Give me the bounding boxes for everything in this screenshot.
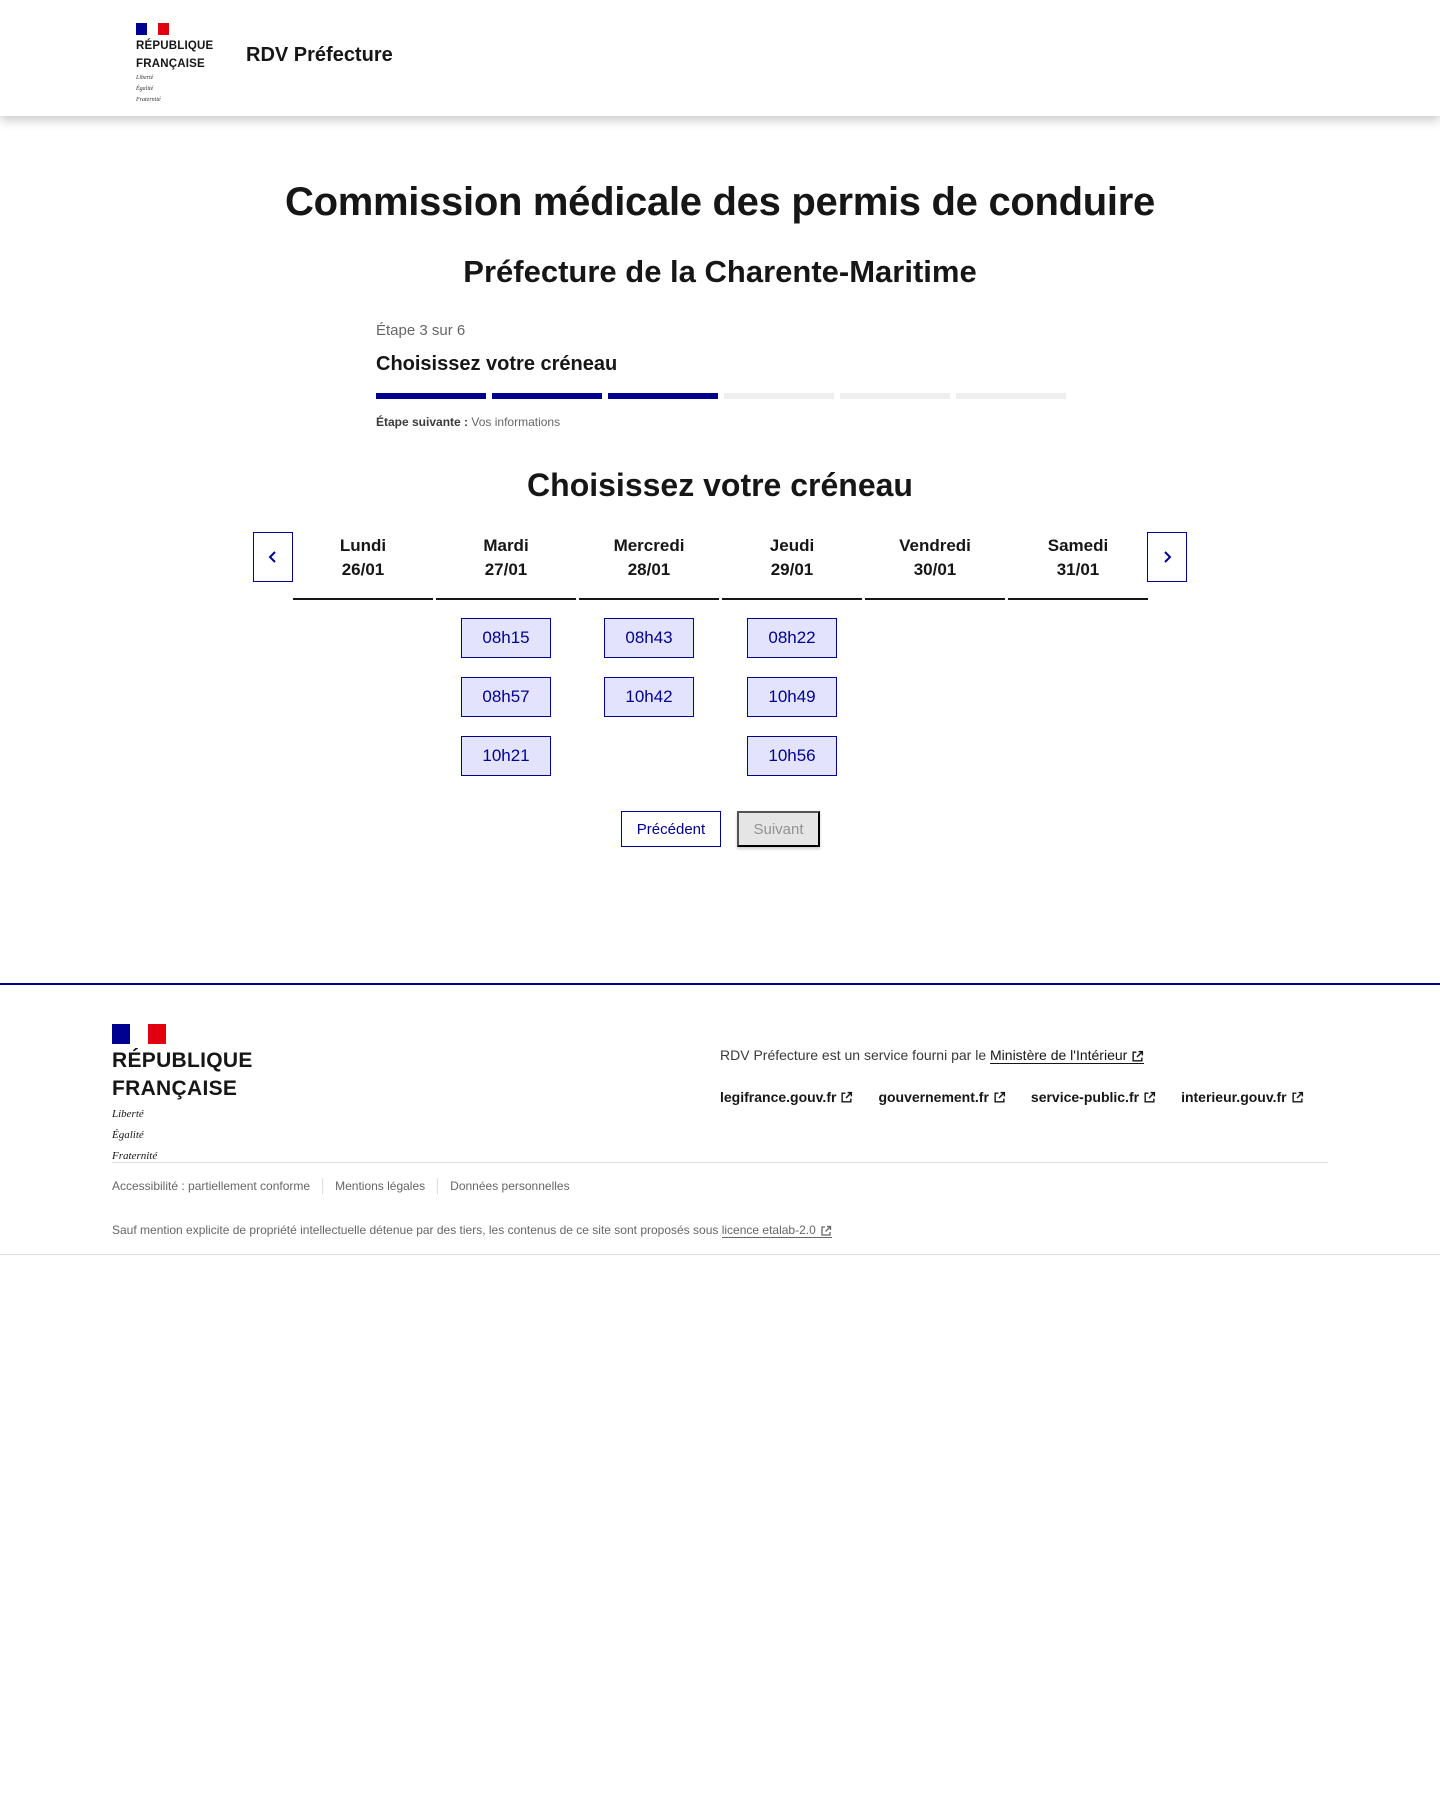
previous-button[interactable]: Précédent	[621, 811, 721, 847]
time-slot-button[interactable]: 10h56	[747, 736, 837, 776]
footer-link-separator	[322, 1178, 323, 1194]
day-column	[436, 532, 576, 776]
day-date: 30/01	[913, 560, 957, 579]
footer-motto-3: Fraternité	[112, 1150, 158, 1162]
site-header	[0, 0, 1440, 116]
next-button-disabled: Suivant	[737, 811, 820, 847]
day-column	[579, 532, 719, 776]
chevron-right-icon	[1161, 550, 1173, 564]
external-link-icon	[1291, 1091, 1304, 1104]
slot-list	[722, 600, 862, 776]
day-header	[722, 532, 862, 600]
footer-bottom-link[interactable]: Données personnelles	[450, 1179, 570, 1193]
day-date: 31/01	[1056, 560, 1100, 579]
day-date: 27/01	[484, 560, 528, 579]
stepper-next-value: Vos informations	[471, 415, 561, 429]
marianne-flag-icon	[136, 23, 213, 35]
footer-logo-text-line2: FRANÇAISE	[112, 1077, 238, 1100]
time-slot-button[interactable]: 10h49	[747, 677, 837, 717]
slot-section-title: Choisissez votre créneau	[527, 467, 913, 503]
republique-francaise-logo[interactable]	[136, 23, 213, 104]
logo-motto-2: Égalité	[136, 86, 154, 92]
day-name: Mercredi	[613, 536, 685, 555]
footer-motto-1: Liberté	[112, 1108, 144, 1120]
day-date: 28/01	[627, 560, 671, 579]
service-name-link[interactable]: RDV Préfecture	[246, 44, 393, 66]
day-header	[1008, 532, 1148, 600]
footer-motto-2: Égalité	[112, 1129, 144, 1141]
marianne-flag-icon	[112, 1024, 253, 1044]
external-link-icon	[840, 1091, 853, 1104]
footer-bottom-link[interactable]: Mentions légales	[335, 1179, 426, 1193]
site-footer	[0, 983, 1440, 1255]
footer-link-text: legifrance.gouv.fr	[720, 1089, 837, 1105]
footer-link-text: gouvernement.fr	[878, 1089, 989, 1105]
time-slot-button[interactable]: 08h43	[604, 618, 694, 658]
external-link-icon	[1131, 1050, 1144, 1063]
footer-external-links	[720, 1089, 1304, 1105]
day-date: 26/01	[341, 560, 385, 579]
time-slot-button[interactable]: 10h21	[461, 736, 551, 776]
previous-week-button[interactable]	[253, 532, 293, 582]
footer-external-link[interactable]	[1031, 1089, 1156, 1105]
slot-list	[293, 600, 433, 618]
footer-external-link[interactable]	[720, 1089, 853, 1105]
day-name: Jeudi	[769, 536, 815, 555]
page-subtitle: Préfecture de la Charente-Maritime	[463, 254, 977, 289]
slot-list	[1008, 600, 1148, 618]
stepper-bar	[724, 393, 834, 399]
stepper-count: Étape 3 sur 6	[376, 322, 466, 339]
chevron-left-icon	[267, 550, 279, 564]
external-link-icon	[1143, 1091, 1156, 1104]
logo-motto-3: Fraternité	[136, 97, 161, 103]
logo-text-line2: FRANÇAISE	[136, 58, 205, 70]
day-header	[865, 532, 1005, 600]
day-header	[579, 532, 719, 600]
stepper-bar	[492, 393, 602, 399]
license-link[interactable]	[722, 1223, 832, 1238]
time-slot-button[interactable]: 08h15	[461, 618, 551, 658]
day-name: Lundi	[339, 536, 387, 555]
day-header	[293, 532, 433, 600]
day-column	[293, 532, 433, 776]
day-name: Vendredi	[899, 536, 971, 555]
time-slot-button[interactable]: 08h57	[461, 677, 551, 717]
stepper-bar	[376, 393, 486, 399]
day-header	[436, 532, 576, 600]
footer-description-text: RDV Préfecture est un service fourni par le	[720, 1047, 987, 1063]
day-column	[722, 532, 862, 776]
footer-external-link[interactable]	[878, 1089, 1005, 1105]
footer-license	[112, 1223, 832, 1237]
external-link-icon	[820, 1225, 832, 1237]
ministere-link[interactable]	[990, 1047, 1144, 1064]
logo-text-line1: RÉPUBLIQUE	[136, 40, 214, 52]
slot-list	[436, 600, 576, 776]
stepper-bar	[956, 393, 1066, 399]
footer-divider	[112, 1162, 1328, 1163]
page-title: Commission médicale des permis de conduire	[285, 180, 1155, 224]
stepper-bar	[840, 393, 950, 399]
external-link-icon	[993, 1091, 1006, 1104]
footer-link-text: service-public.fr	[1030, 1089, 1140, 1105]
footer-logo-text-line1: RÉPUBLIQUE	[112, 1049, 253, 1072]
time-slot-button[interactable]: 08h22	[747, 618, 837, 658]
slot-list	[865, 600, 1005, 618]
calendar-days	[293, 532, 1148, 776]
slot-list	[579, 600, 719, 717]
stepper	[376, 322, 1066, 429]
stepper-bar	[608, 393, 718, 399]
stepper-next-label: Étape suivante :	[376, 415, 469, 429]
ministere-link-text: Ministère de l'Intérieur	[990, 1047, 1128, 1063]
time-slot-button[interactable]: 10h42	[604, 677, 694, 717]
next-week-button[interactable]	[1147, 532, 1187, 582]
footer-bottom-links	[112, 1178, 570, 1194]
footer-link-text: interieur.gouv.fr	[1181, 1089, 1287, 1105]
footer-external-link[interactable]	[1181, 1089, 1304, 1105]
license-link-text: licence etalab-2.0	[721, 1223, 816, 1237]
license-text: Sauf mention explicite de propriété intellectuelle détenue par des tiers, les contenus de ce site sont proposés sous	[112, 1223, 719, 1237]
stepper-title: Choisissez votre créneau	[376, 353, 618, 375]
logo-motto-1: Liberté	[136, 75, 154, 81]
day-column	[1008, 532, 1148, 776]
day-name: Mardi	[483, 536, 529, 555]
day-column	[865, 532, 1005, 776]
stepper-next-step	[376, 415, 1066, 429]
footer-republique-francaise-logo[interactable]	[112, 1024, 253, 1163]
footer-bottom-link[interactable]: Accessibilité : partiellement conforme	[112, 1179, 311, 1193]
footer-description	[720, 1047, 1144, 1063]
stepper-progress-bars	[376, 393, 1066, 399]
day-name: Samedi	[1047, 536, 1109, 555]
footer-link-separator	[437, 1178, 438, 1194]
day-date: 29/01	[770, 560, 814, 579]
